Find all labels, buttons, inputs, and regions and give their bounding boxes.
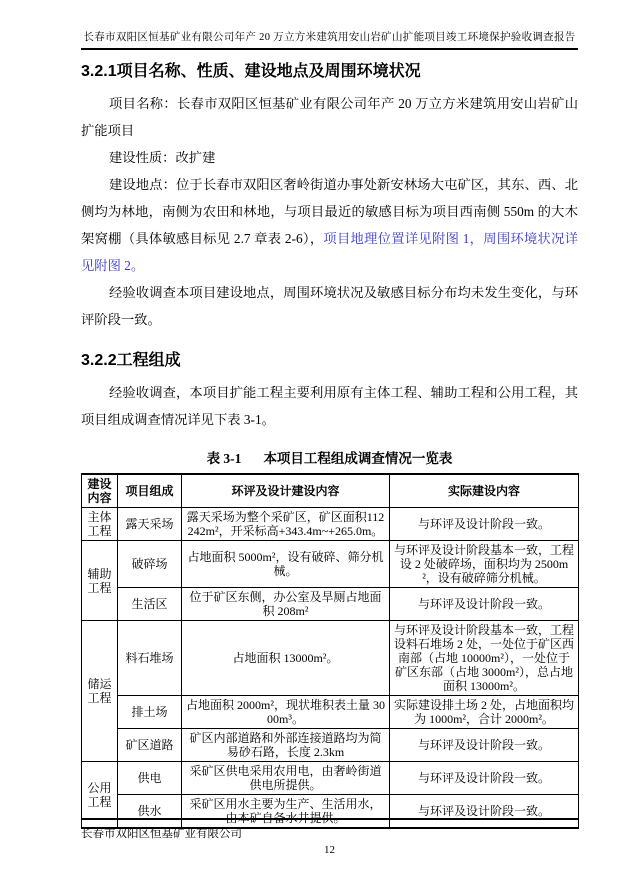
table-cell: 与环评及设计阶段一致。 xyxy=(390,795,579,829)
table-header-cell: 建设内容 xyxy=(82,474,118,508)
table-cell: 料石堆场 xyxy=(118,621,182,696)
table-header-row xyxy=(82,474,579,508)
paragraph-project-name: 项目名称：长春市双阳区恒基矿业有限公司年产 20 万立方米建筑用安山岩矿山扩能项目 xyxy=(81,96,578,138)
table-row xyxy=(82,588,579,621)
table-row xyxy=(82,696,579,729)
table-cell: 生活区 xyxy=(118,588,182,621)
table-caption-label: 表 3-1 xyxy=(206,451,242,466)
group-cell-storage-works: 储运工程 xyxy=(82,621,118,762)
table-row xyxy=(82,541,579,588)
table-cell: 与环评及设计阶段一致。 xyxy=(390,729,579,762)
table-cell: 与环评及设计阶段基本一致，工程设 2 处破碎场，面积均为 2500m²，设有破碎筛分机械。 xyxy=(390,541,579,588)
table-cell: 采矿区供电采用农用电，由奢岭街道供电所提供。 xyxy=(182,762,390,795)
group-cell-main-works: 主体工程 xyxy=(82,508,118,541)
table-cell: 与环评及设计阶段一致。 xyxy=(390,508,579,541)
table-cell: 露天采场为整个采矿区，矿区面积112242m²，开采标高+343.4m~+265.0m。 xyxy=(182,508,390,541)
page-number: 12 xyxy=(324,844,335,856)
page-footer xyxy=(81,818,578,856)
table-cell: 破碎场 xyxy=(118,541,182,588)
table-row xyxy=(82,729,579,762)
group-cell-auxiliary-works: 辅助工程 xyxy=(82,541,118,621)
table-cell: 占地面积 5000m²，设有破碎、筛分机械。 xyxy=(182,541,390,588)
project-composition-table xyxy=(81,473,579,829)
running-header: 长春市双阳区恒基矿业有限公司年产 20 万立方米建筑用安山岩矿山扩能项目竣工环境保护验收调查报告 xyxy=(81,29,578,50)
table-header-cell: 实际建设内容 xyxy=(390,474,579,508)
table-cell: 占地面积 13000m²。 xyxy=(182,621,390,696)
table-cell: 采矿区用水主要为生产、生活用水，由本矿自备水井提供。 xyxy=(182,795,390,829)
footer-company-name: 长春市双阳区恒基矿业有限公司 xyxy=(81,828,242,840)
group-cell-public-works: 公用工程 xyxy=(82,762,118,829)
table-cell: 位于矿区东侧，办公室及旱厕占地面积 208m² xyxy=(182,588,390,621)
table-cell: 占地面积 2000m²，现状堆积表土量 3000m³。 xyxy=(182,696,390,729)
table-caption-title: 本项目工程组成调查情况一览表 xyxy=(263,451,453,466)
table-cell: 实际建设排土场 2 处，占地面积均为 1000m²，合计 2000m²。 xyxy=(390,696,579,729)
table-row xyxy=(82,508,579,541)
paragraph-survey-result: 经验收调查本项目建设地点，周围环境状况及敏感目标分布均未发生变化，与环评阶段一致。 xyxy=(81,285,578,327)
paragraph-table-intro: 经验收调查，本项目扩能工程主要利用原有主体工程、辅助工程和公用工程，其项目组成调查情况详见下表 3-1。 xyxy=(81,385,578,427)
page-body xyxy=(81,54,578,829)
table-row xyxy=(82,762,579,795)
table-cell: 与环评及设计阶段基本一致，工程设料石堆场 2 处，一处位于矿区西南部（占地 10000m²），一处位于矿区东部（占地 3000m²），总占地面积 13000m²。 xyxy=(390,621,579,696)
paragraph-build-nature: 建设性质：改扩建 xyxy=(109,150,216,165)
table-header-cell: 环评及设计建设内容 xyxy=(182,474,390,508)
paragraph-location xyxy=(81,171,578,279)
table-cell: 矿区内部道路和外部连接道路均为简易砂石路，长度 2.3km xyxy=(182,729,390,762)
table-cell: 矿区道路 xyxy=(118,729,182,762)
section-heading-3-2-2: 3.2.2工程组成 xyxy=(81,352,181,369)
table-cell: 排土场 xyxy=(118,696,182,729)
attachment-figures-link[interactable]: 项目地理位置详见附图 1，周围环境状况详见附图 2。 xyxy=(81,231,578,273)
table-cell: 供水 xyxy=(118,795,182,829)
table-row xyxy=(82,621,579,696)
table-header-cell: 项目组成 xyxy=(118,474,182,508)
table-cell: 与环评及设计阶段一致。 xyxy=(390,588,579,621)
table-cell: 露天采场 xyxy=(118,508,182,541)
table-cell: 与环评及设计阶段一致。 xyxy=(390,762,579,795)
table-caption xyxy=(81,447,578,467)
paragraph-location-text: 建设地点：位于长春市双阳区奢岭街道办事处新安林场大屯矿区，其东、西、北侧均为林地，南侧为农田和林地，与项目最近的敏感目标为项目西南侧 550m 的大木架窝棚（具体敏感目标见 2.7 章表 2-6）， xyxy=(81,177,578,246)
table-cell: 供电 xyxy=(118,762,182,795)
section-heading-3-2-1: 3.2.1项目名称、性质、建设地点及周围环境状况 xyxy=(81,63,421,80)
